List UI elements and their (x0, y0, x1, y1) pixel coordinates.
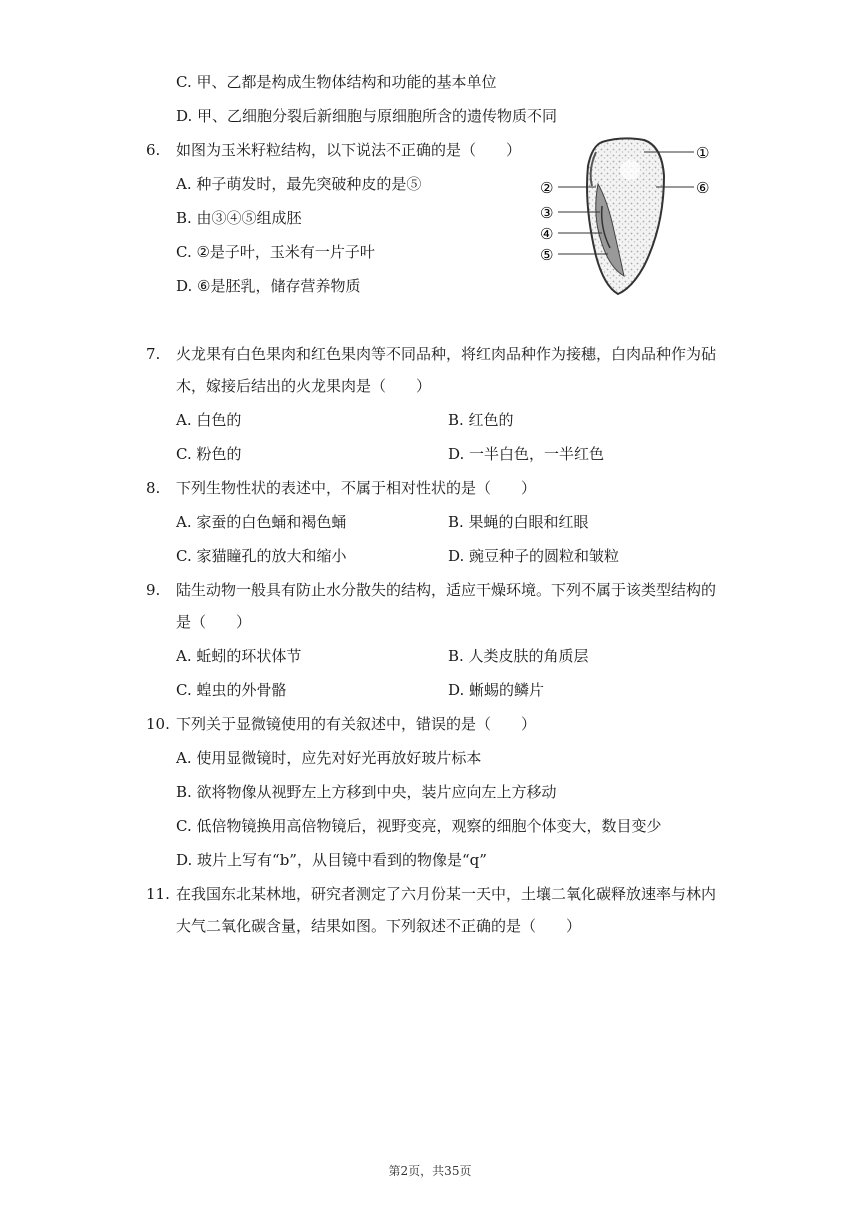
page-footer: 第2页，共35页 (388, 1164, 472, 1178)
q10-option-c: C. 低倍物镜换用高倍物镜后，视野变亮，观察的细胞个体变大，数目变少 (176, 817, 662, 835)
figure-label-6: ⑥ (696, 179, 710, 197)
q7-number: 7. (146, 345, 161, 363)
q10-option-d: D. 玻片上写有“b”，从目镜中看到的物像是“q” (176, 851, 487, 869)
q8-option-a: A. 家蚕的白色蛹和褐色蛹 (176, 513, 347, 531)
q9-option-a: A. 蚯蚓的环状体节 (176, 647, 302, 665)
figure-label-5: ⑤ (540, 246, 554, 264)
q9-option-b: B. 人类皮肤的角质层 (448, 647, 589, 665)
q9-option-d: D. 蜥蜴的鳞片 (448, 681, 545, 699)
endosperm-highlight (620, 160, 640, 180)
q10-option-b: B. 欲将物像从视野左上方移到中央，装片应向左上方移动 (176, 783, 557, 801)
q5-option-d: D. 甲、乙细胞分裂后新细胞与原细胞所含的遗传物质不同 (176, 107, 558, 125)
q7-option-c: C. 粉色的 (176, 445, 242, 463)
q10-option-a: A. 使用显微镜时，应先对好光再放好玻片标本 (176, 749, 482, 767)
q11-stem-line2: 大气二氧化碳含量，结果如图。下列叙述不正确的是（ ） (176, 917, 582, 935)
q11-number: 11. (146, 885, 170, 903)
q7-option-a: A. 白色的 (176, 411, 242, 429)
q5-option-c: C. 甲、乙都是构成生物体结构和功能的基本单位 (176, 73, 497, 91)
q10-stem: 下列关于显微镜使用的有关叙述中，错误的是（ ） (176, 715, 537, 733)
q9-stem-line2: 是（ ） (176, 613, 252, 631)
figure-label-4: ④ (540, 225, 554, 243)
q10-number: 10. (146, 715, 170, 733)
q9-stem-line1: 陆生动物一般具有防止水分散失的结构，适应干燥环境。下列不属于该类型结构的 (176, 581, 717, 599)
figure-label-2: ② (540, 179, 554, 197)
q6-option-d: D. ⑥是胚乳，储存营养物质 (176, 277, 361, 295)
q8-number: 8. (146, 479, 161, 497)
q8-option-d: D. 豌豆种子的圆粒和皱粒 (448, 547, 620, 565)
q11-stem-line1: 在我国东北某林地，研究者测定了六月份某一天中，土壤二氧化碳释放速率与林内 (176, 885, 717, 903)
q7-stem-line2: 木，嫁接后结出的火龙果肉是（ ） (176, 377, 432, 395)
q8-option-c: C. 家猫瞳孔的放大和缩小 (176, 547, 347, 565)
q6-number: 6. (146, 141, 161, 159)
q6-option-c: C. ②是子叶，玉米有一片子叶 (176, 243, 375, 261)
figure-label-1: ① (696, 144, 710, 162)
q6-option-b: B. 由③④⑤组成胚 (176, 209, 302, 227)
q9-number: 9. (146, 581, 161, 599)
figure-label-3: ③ (540, 204, 554, 222)
q7-option-d: D. 一半白色，一半红色 (448, 445, 605, 463)
q7-stem-line1: 火龙果有白色果肉和红色果肉等不同品种，将红肉品种作为接穗，白肉品种作为砧 (176, 345, 717, 363)
q8-stem: 下列生物性状的表述中，不属于相对性状的是（ ） (176, 479, 537, 497)
q8-option-b: B. 果蝇的白眼和红眼 (448, 513, 589, 531)
q6-stem: 如图为玉米籽粒结构，以下说法不正确的是（ ） (176, 141, 522, 159)
q7-option-b: B. 红色的 (448, 411, 514, 429)
q6-option-a: A. 种子萌发时，最先突破种皮的是⑤ (176, 175, 422, 193)
corn-kernel-figure (540, 136, 730, 296)
q9-option-c: C. 蝗虫的外骨骼 (176, 681, 287, 699)
